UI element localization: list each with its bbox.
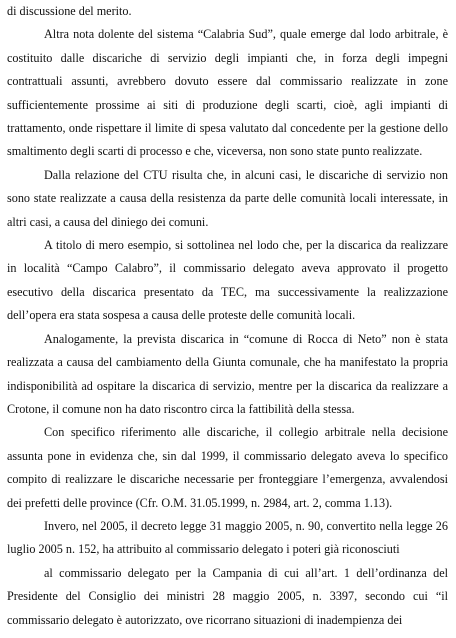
paragraph-3: Dalla relazione del CTU risulta che, in alcuni casi, le discariche di servizio non sono state realizzate a causa della resistenza da parte delle comunità locali interessate, in altri casi, a causa del diniego dei comuni.: [7, 167, 448, 229]
paragraph-6: Con specifico riferimento alle discariche, il collegio arbitrale nella decisione assunta pone in evidenza che, sin dal 1999, il commissario delegato aveva lo specifico compito di realizzare le discariche necessarie per fronteggiare l’emergenza, avvalendosi dei prefetti delle province (Cfr. O.M. 31.05.1999, n. 2984, art. 2, comma 1.13).: [7, 425, 448, 510]
paragraph-4: A titolo di mero esempio, si sottolinea nel lodo che, per la discarica da realizzare in località “Campo Calabro”, il commissario delegato aveva approvato il progetto esecutivo della discarica presentato da TEC, ma successivamente la realizzazione dell’opera era stata sospesa a causa delle proteste delle comunità locali.: [7, 238, 448, 323]
paragraph-7-continuation: al commissario delegato per la Campania di cui all’art. 1 dell’ordinanza del Presidente del Consiglio dei ministri 28 maggio 2005, n. 3397, secondo cui “il commissario delegato è autorizzato, ove ricorrano situazioni di inadempienza dei: [7, 565, 448, 627]
paragraph-7: Invero, nel 2005, il decreto legge 31 maggio 2005, n. 90, convertito nella legge 26 luglio 2005 n. 152, ha attribuito al commissario delegato i poteri già riconosciuti: [7, 518, 448, 557]
document-body: [7, 0, 448, 632]
paragraph-5: Analogamente, la prevista discarica in “comune di Rocca di Neto” non è stata realizzata a causa del cambiamento della Giunta comunale, che ha manifestato la propria indisponibilità ad ospitare la discarica di servizio, mentre per la discarica da realizzare a Crotone, il comune non ha dato riscontro circa la fattibilità della stessa.: [7, 331, 448, 416]
paragraph-2: Altra nota dolente del sistema “Calabria Sud”, quale emerge dal lodo arbitrale, è costituito dalle discariche di servizio degli impianti che, in forza degli impegni contrattuali assunti, avrebbero dovuto essere dal commissario realizzate in zone sufficientemente prossime ai siti di produzione degli scarti, cioè, agli impianti di trattamento, onde rispettare il limite di spesa valutato dal concedente per la gestione dello smaltimento degli scarti di processo e che, viceversa, non sono state punto realizzate.: [7, 27, 448, 159]
paragraph-1: di discussione del merito.: [7, 4, 132, 18]
